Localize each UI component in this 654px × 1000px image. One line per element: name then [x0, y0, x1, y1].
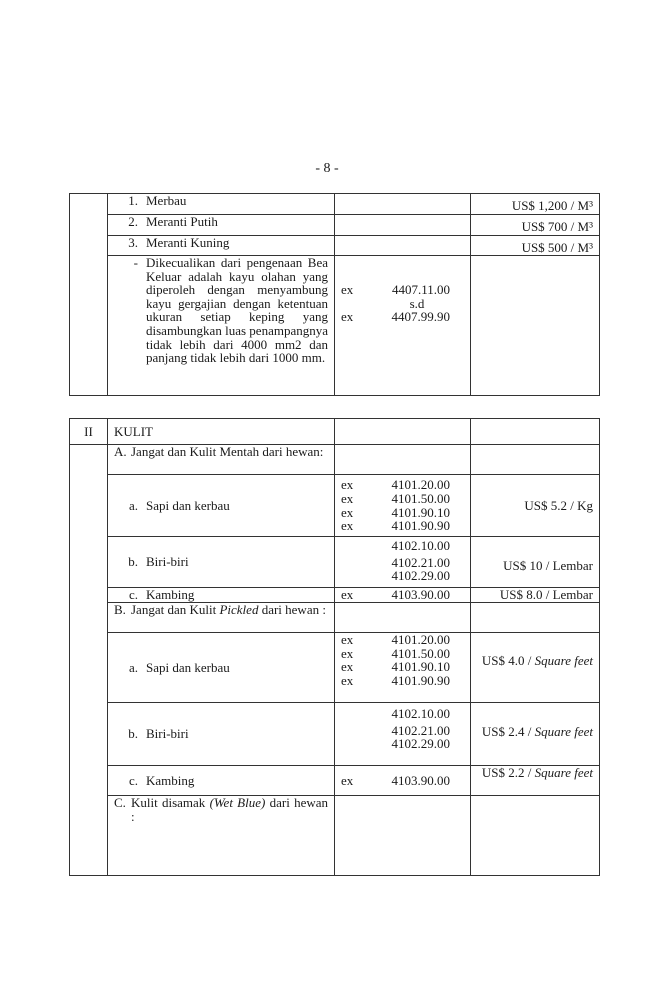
price-unit: Square feet [534, 765, 593, 780]
ex-label: ex [341, 772, 354, 788]
hs-code: 4101.90.90 [391, 518, 450, 534]
price-value: US$ 2.4 / [481, 724, 532, 739]
hs-code: 4101.50.00 [391, 490, 450, 506]
item-name [108, 194, 335, 215]
ex-label: ex [341, 504, 354, 520]
hs-code-cell [335, 419, 471, 445]
item-number: a. [128, 659, 138, 675]
hs-code: 4101.50.00 [391, 645, 450, 661]
item-number: 3. [128, 235, 138, 250]
subsection-label: C. [114, 795, 126, 810]
text-part: Jangat dan Kulit [131, 602, 217, 617]
page-number: - 8 - [315, 161, 339, 176]
hs-code-cell [335, 256, 471, 396]
leather-export-table [69, 418, 600, 876]
hs-code-cell [335, 588, 471, 603]
hs-code-cell [335, 796, 471, 876]
hs-code: 4102.10.00 [391, 706, 450, 721]
exception-text: Dikecualikan dari pengenaan Bea Keluar adalah kayu olahan yang diperoleh dengan menyambung kayu gergajian dengan ketentuan ukuran setiap keping yang disambungkan luas penampangnya tidak lebih dari 4000 mm2 dan panjang tidak lebih dari 1000 mm. [146, 255, 328, 366]
price-cell [471, 766, 600, 796]
text-part: dari hewan : [261, 602, 326, 617]
item-label: Biri-biri [146, 554, 189, 570]
hs-code: 4407.99.90 [391, 309, 450, 325]
ex-label: ex [341, 309, 354, 325]
hs-code-cell [335, 766, 471, 796]
hs-code-cell [335, 603, 471, 633]
ex-label: ex [341, 282, 354, 297]
item-number: b. [128, 726, 138, 742]
subsection-label: B. [114, 602, 126, 617]
empty-number-cell [70, 194, 108, 396]
hs-code-cell [335, 194, 471, 215]
item-label: Sapi dan kerbau [146, 659, 230, 675]
price-cell: US$ 8.0 / Lembar [471, 588, 600, 603]
price-cell [471, 796, 600, 876]
price-cell [471, 256, 600, 396]
subsection-a [108, 445, 335, 475]
table-row [70, 703, 600, 766]
item-number: b. [128, 554, 138, 570]
item-label: Kambing [146, 772, 195, 788]
table-row [70, 537, 600, 588]
table-row [70, 215, 600, 236]
hs-code-cell [335, 236, 471, 256]
price-cell [471, 703, 600, 766]
item-name [108, 537, 335, 588]
table-row [70, 633, 600, 703]
item-number: c. [128, 587, 138, 602]
range-label: s.d [409, 295, 425, 311]
hs-code: 4102.21.00 [391, 554, 450, 570]
hs-code: 4103.90.00 [391, 772, 450, 788]
item-name [108, 588, 335, 603]
hs-code-cell [335, 703, 471, 766]
hs-code-cell [335, 215, 471, 236]
table-row [70, 766, 600, 796]
item-label: Kambing [146, 587, 195, 602]
item-name [108, 475, 335, 537]
timber-export-table [69, 193, 600, 396]
table-row [70, 419, 600, 445]
subsection-text [131, 796, 328, 823]
price-cell [471, 419, 600, 445]
item-name [108, 215, 335, 236]
hs-code: 4102.29.00 [391, 736, 450, 752]
hs-code: 4101.20.00 [391, 632, 450, 647]
section-heading: KULIT [108, 419, 335, 445]
hs-code: 4101.90.10 [391, 504, 450, 520]
ex-label: ex [341, 672, 354, 688]
price-cell: US$ 700 / M³ [471, 215, 600, 236]
ex-label: ex [341, 632, 354, 647]
item-name [108, 236, 335, 256]
table-row [70, 236, 600, 256]
table-row [70, 194, 600, 215]
bullet: - [133, 255, 138, 270]
hs-code: 4102.10.00 [391, 538, 450, 553]
subsection-label: A. [114, 444, 127, 459]
table-row [70, 588, 600, 603]
ex-label: ex [341, 587, 354, 602]
subsection-text: Jangat dan Kulit Mentah dari hewan: [131, 444, 324, 459]
hs-code: 4102.21.00 [391, 722, 450, 738]
ex-label: ex [341, 477, 354, 493]
hs-code: 4101.20.00 [391, 477, 450, 493]
price-value: US$ 2.2 / [481, 765, 532, 780]
exception-cell [108, 256, 335, 396]
ex-label: ex [341, 490, 354, 506]
price-value: US$ 4.0 / [481, 653, 532, 668]
item-label: Merbau [146, 193, 187, 208]
hs-code: 4103.90.00 [391, 587, 450, 602]
item-label: Biri-biri [146, 726, 189, 742]
hs-code: 4407.11.00 [391, 282, 450, 297]
price-cell [471, 603, 600, 633]
text-italic: (Wet Blue) [209, 795, 266, 810]
price-cell: US$ 10 / Lembar [471, 537, 600, 588]
ex-label: ex [341, 659, 354, 675]
item-number: c. [128, 772, 138, 788]
text-part: dari hewan : [131, 795, 329, 824]
item-name [108, 766, 335, 796]
empty-number-cell [70, 445, 108, 876]
roman-number: II [70, 419, 108, 445]
subsection-b [108, 603, 335, 633]
table-row [70, 475, 600, 537]
price-cell: US$ 5.2 / Kg [471, 475, 600, 537]
table-row [70, 256, 600, 396]
price-cell: US$ 1,200 / M³ [471, 194, 600, 215]
hs-code-cell [335, 537, 471, 588]
price-cell [471, 445, 600, 475]
hs-code: 4101.90.90 [391, 672, 450, 688]
item-number: 1. [128, 193, 138, 208]
ex-label: ex [341, 645, 354, 661]
table-row [70, 445, 600, 475]
item-name [108, 633, 335, 703]
subsection-c [108, 796, 335, 876]
table-row [70, 603, 600, 633]
price-cell: US$ 500 / M³ [471, 236, 600, 256]
item-label: Meranti Putih [146, 214, 218, 229]
price-unit: Square feet [534, 653, 593, 668]
item-label: Meranti Kuning [146, 235, 230, 250]
item-number: 2. [128, 214, 138, 229]
table-row [70, 796, 600, 876]
item-number: a. [128, 497, 138, 513]
item-label: Sapi dan kerbau [146, 497, 230, 513]
text-italic: Pickled [219, 602, 259, 617]
item-name [108, 703, 335, 766]
hs-code: 4102.29.00 [391, 568, 450, 584]
hs-code: 4101.90.10 [391, 659, 450, 675]
ex-label: ex [341, 518, 354, 534]
subsection-text [131, 603, 328, 617]
price-unit: Square feet [534, 724, 593, 739]
hs-code-cell [335, 475, 471, 537]
hs-code-cell [335, 633, 471, 703]
price-cell [471, 633, 600, 703]
text-part: Kulit disamak [131, 795, 206, 810]
hs-code-cell [335, 445, 471, 475]
